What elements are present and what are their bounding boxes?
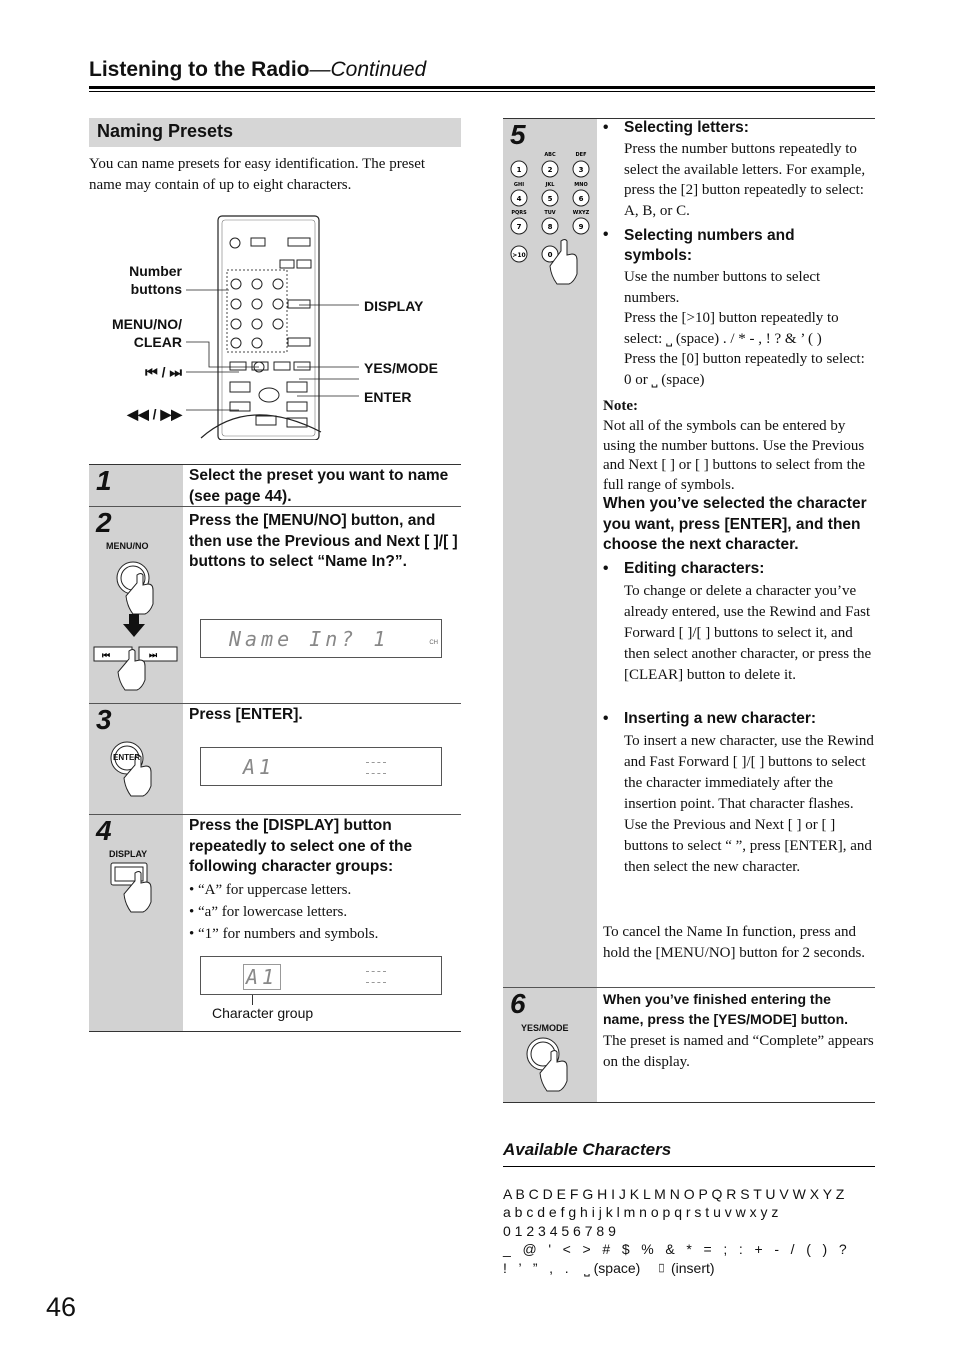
label-menu-no-clear: MENU/NO/ CLEAR [112,316,182,350]
label-prev-next: ⏮ / ⏭ [145,364,182,380]
step-number: 4 [96,815,112,846]
lcd-display [200,956,442,995]
intro-paragraph: You can name presets for easy identification. The preset name may contain of up to eight characters. [89,156,426,193]
button-label: MENU/NO [106,541,149,551]
header-rule [89,86,875,89]
lcd-text: A1 [243,755,276,779]
step-number: 2 [96,507,112,538]
note-heading: Note: [603,398,638,414]
bullet-heading: Editing characters: [624,560,765,577]
bullet-text: Press the number buttons repeatedly to select the available letters. For example, press the [2] button repeatedly to select: A, B, or C. [624,141,866,219]
bullet-marker: • [603,710,609,727]
enter-press-icon [89,738,183,814]
bullet-text: Press the [>10] button repeatedly to select: ⎵ (space) . / * - , ! ? & ’ ( ) [624,310,839,347]
bullet-heading: Selecting letters: [624,119,749,136]
key-text: 4 [516,195,522,203]
bullet-heading: Inserting a new character: [624,710,817,727]
page-number: 46 [46,1292,77,1322]
step-2 [89,507,461,703]
bullet-marker: • [603,226,609,243]
step-number: 1 [96,465,112,496]
steps-table-left [89,464,461,1032]
button-label: DISPLAY [109,849,148,859]
key-text: 8 [547,223,553,231]
available-line: ! ’ ” , . ⎵ (space) ▯ (insert) [503,1260,715,1276]
label-number-buttons: Number buttons [129,263,182,297]
key-label: PQRS [511,210,527,216]
available-line: a b c d e f g h i j k l m n o p q r s t u v w x y z [503,1204,779,1220]
bullet-heading: Selecting numbers and symbols: [624,227,795,264]
available-line: 0 1 2 3 4 5 6 7 8 9 [503,1223,616,1239]
step-text: Select the preset you want to name (see page 44). [189,467,449,505]
lcd-display [200,619,442,658]
keypad-icon [503,151,597,291]
label-rew-ff: ◀◀ / ▶▶ [127,406,182,422]
header-continued: —Continued [309,58,427,81]
steps-table-right [503,118,875,1104]
lcd-text: Name In? 1 [229,627,390,651]
step-text: Press the [MENU/NO] button, and then use the Previous and Next [ ]/[ ] buttons to select “Name In?”. [189,512,458,570]
label-enter: ENTER [364,389,412,405]
key-label: GHI [513,182,525,188]
key-text: 2 [547,166,553,174]
bullet-text: To change or delete a character you’ve already entered, use the Rewind and Fast Forward [ ]/[ ] buttons to select it, and then select another character, or press the [CLEAR] button to delete it. [624,583,872,683]
label-display: DISPLAY [364,298,424,314]
step-bold-text: When you’ve finished entering the name, press the [YES/MODE] button. [603,991,849,1027]
bullet-text: To insert a new character, use the Rewind and Fast Forward [ ]/[ ] buttons to select the character immediately after the insertion point. That character flashes. Use the Previous and Next [ ] or [ ] buttons to select “ ”, press [ENTER], and then select the new character. [624,733,874,875]
key-text: 0 [547,251,553,259]
bold-paragraph: When you’ve selected the character you want, press [ENTER], and then choose the next character. [603,495,867,553]
list-item: • “a” for lowercase letters. [189,904,348,920]
yes-mode-press-icon [503,1034,597,1100]
key-text: 5 [547,195,553,203]
bullet-list [189,879,459,945]
step-6 [503,988,875,1102]
bullet-text: Press the [0] button repeatedly to select: 0 or ⎵ (space) [624,351,865,388]
key-text: 1 [516,166,522,174]
available-line: A B C D E F G H I J K L M N O P Q R S T U V W X Y Z [503,1186,845,1202]
flash-indicator [366,971,386,983]
available-rule [503,1166,875,1167]
header-title: Listening to the Radio [89,58,310,81]
svg-text:⏭: ⏭ [149,651,158,661]
key-label: ABC [544,152,556,158]
bullet-marker: • [603,119,609,136]
key-text: >10 [512,252,526,259]
button-label: ENTER [113,753,141,762]
flash-indicator [366,762,386,774]
available-line: _ @ ' < > # $ % & * = ; : + - / ( ) ? [503,1241,847,1257]
key-label: TUV [544,210,556,216]
lcd-unit: CH [429,640,438,646]
lcd-display [200,747,442,786]
step-number: 3 [96,704,112,735]
key-label: WXYZ [572,210,590,216]
remote-illustration [89,210,461,440]
step-number: 5 [510,119,526,150]
cancel-text: To cancel the Name In function, press and hold the [MENU/NO] button for 2 seconds. [603,924,866,961]
header-rule-thin [89,91,875,92]
caption: Character group [212,1005,314,1021]
step-text: Press [ENTER]. [189,706,303,723]
button-label: YES/MODE [521,1023,569,1033]
key-text: 9 [578,223,584,231]
bullet-marker: • [603,560,609,577]
bullet-text: Use the number buttons to select numbers. [624,269,821,306]
key-text: 6 [578,195,584,203]
note-text: Not all of the symbols can be entered by using the number buttons. Use the Previous and Next [ ] or [ ] buttons to select from the full range of symbols. [603,418,866,493]
svg-text:⏮: ⏮ [102,651,111,661]
key-text: 3 [578,166,584,174]
display-press-icon [89,861,183,921]
step-text: Press the [DISPLAY] button repeatedly to select one of the following character groups: [189,817,413,875]
step-1 [89,465,461,506]
list-item: • “A” for uppercase letters. [189,882,352,898]
step-text: The preset is named and “Complete” appears on the display. [603,1033,874,1070]
step-3 [89,704,461,814]
step-number: 6 [510,988,526,1019]
step-4 [89,815,461,1031]
press-icon [89,551,183,701]
section-title: Naming Presets [89,118,461,147]
key-text: 7 [516,223,522,231]
key-label: MNO [574,182,588,188]
step-5 [503,119,875,987]
label-yes-mode: YES/MODE [364,360,438,376]
key-label: DEF [575,152,587,158]
lcd-text: A1 [243,964,281,990]
caption-leader [252,995,253,1005]
key-label: JKL [545,182,555,188]
list-item: • “1” for numbers and symbols. [189,926,379,942]
page-header [89,58,426,82]
available-title: Available Characters [503,1140,672,1159]
